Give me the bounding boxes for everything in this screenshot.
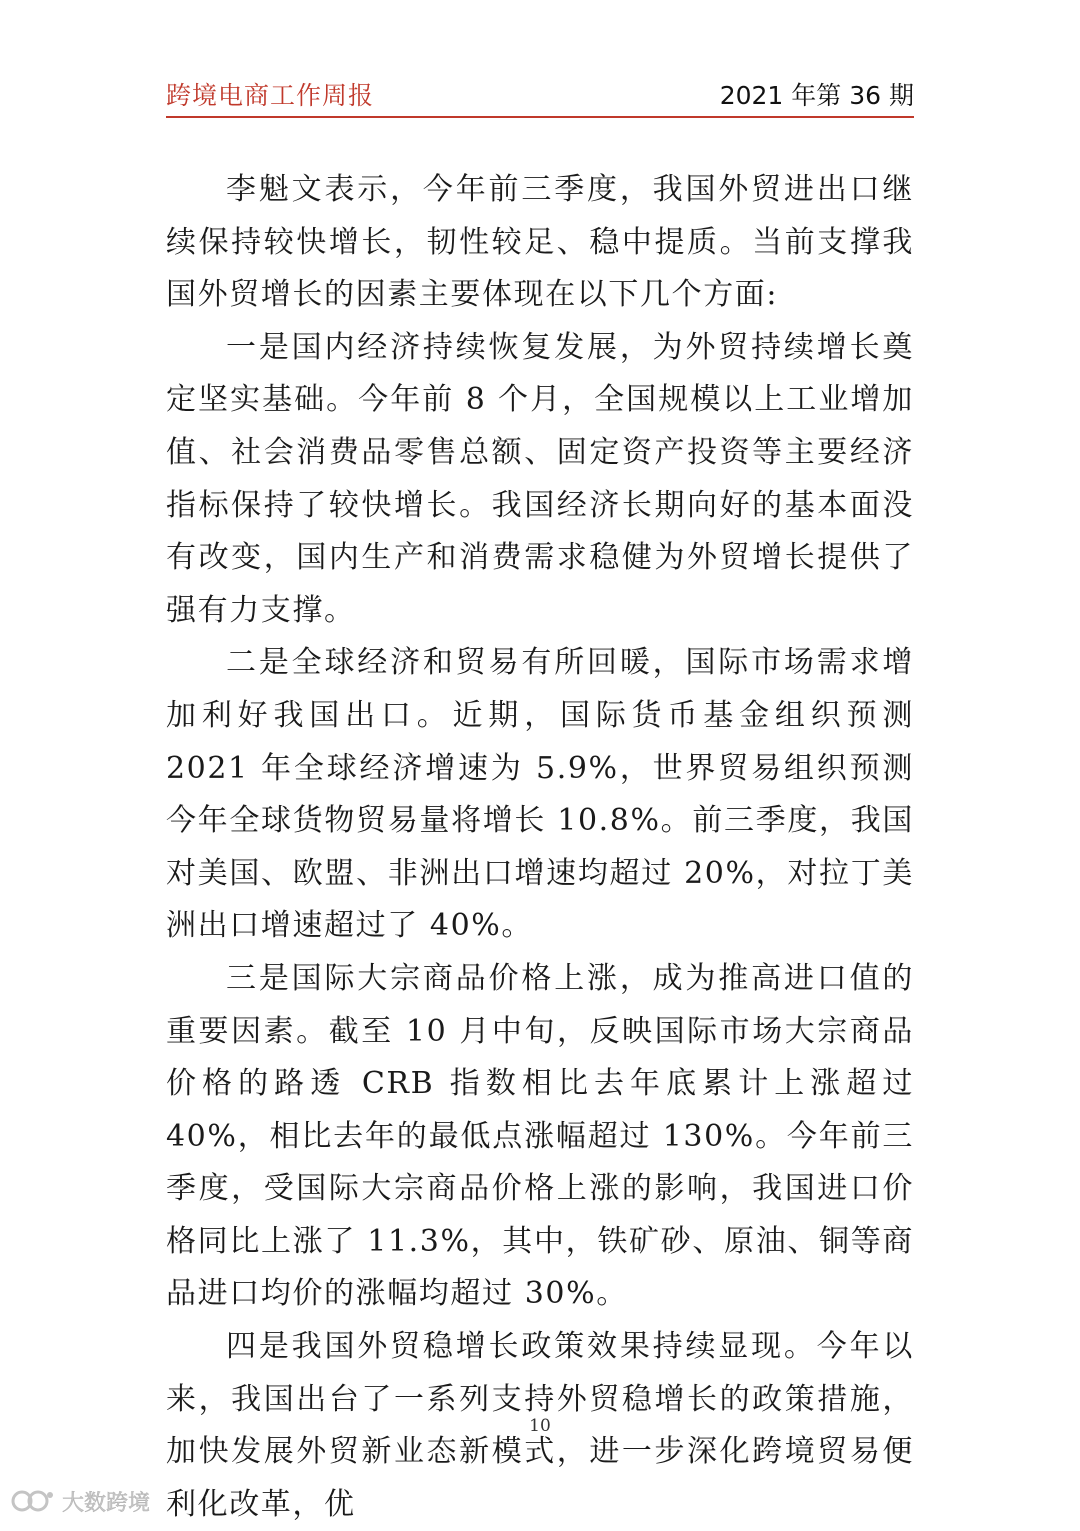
paragraph-point-3: 三是国际大宗商品价格上涨，成为推高进口值的重要因素。截至 10 月中旬，反映国际市场大宗商品价格的路透 CRB 指数相比去年底累计上涨超过 40%，相比去年的最低点涨幅超过 130%。今年前三季度，受国际大宗商品价格上涨的影响，我国进口价格同比上涨了 11.3%，其中，铁矿砂、原油、铜等商品进口均价的涨幅均超过 30%。 (166, 960, 914, 1312)
header-divider (166, 116, 914, 118)
issue-number: 2021 年第 36 期 (719, 81, 914, 110)
watermark (10, 1484, 150, 1518)
logo-icon (10, 1486, 56, 1516)
article-body (166, 164, 914, 1531)
publication-title: 跨境电商工作周报 (166, 81, 375, 110)
page-header (166, 72, 914, 114)
page-number: 10 (529, 1416, 551, 1436)
paragraph-point-1: 一是国内经济持续恢复发展，为外贸持续增长奠定坚实基础。今年前 8 个月，全国规模以上工业增加值、社会消费品零售总额、固定资产投资等主要经济指标保持了较快增长。我国经济长期向好的基本面没有改变，国内生产和消费需求稳健为外贸增长提供了强有力支撑。 (166, 329, 914, 628)
paragraph-point-4: 四是我国外贸稳增长政策效果持续显现。今年以来，我国出台了一系列支持外贸稳增长的政策措施，加快发展外贸新业态新模式，进一步深化跨境贸易便利化改革，优 (166, 1329, 914, 1522)
paragraph-intro: 李魁文表示，今年前三季度，我国外贸进出口继续保持较快增长，韧性较足、稳中提质。当前支撑我国外贸增长的因素主要体现在以下几个方面: (166, 172, 914, 313)
watermark-text: 大数跨境 (62, 1490, 151, 1516)
paragraph-point-2: 二是全球经济和贸易有所回暖，国际市场需求增加利好我国出口。近期，国际货币基金组织预测 2021 年全球经济增速为 5.9%，世界贸易组织预测今年全球货物贸易量将增长 10.8%。前三季度，我国对美国、欧盟、非洲出口增速均超过 20%，对拉丁美洲出口增速超过了 40%。 (166, 645, 914, 944)
